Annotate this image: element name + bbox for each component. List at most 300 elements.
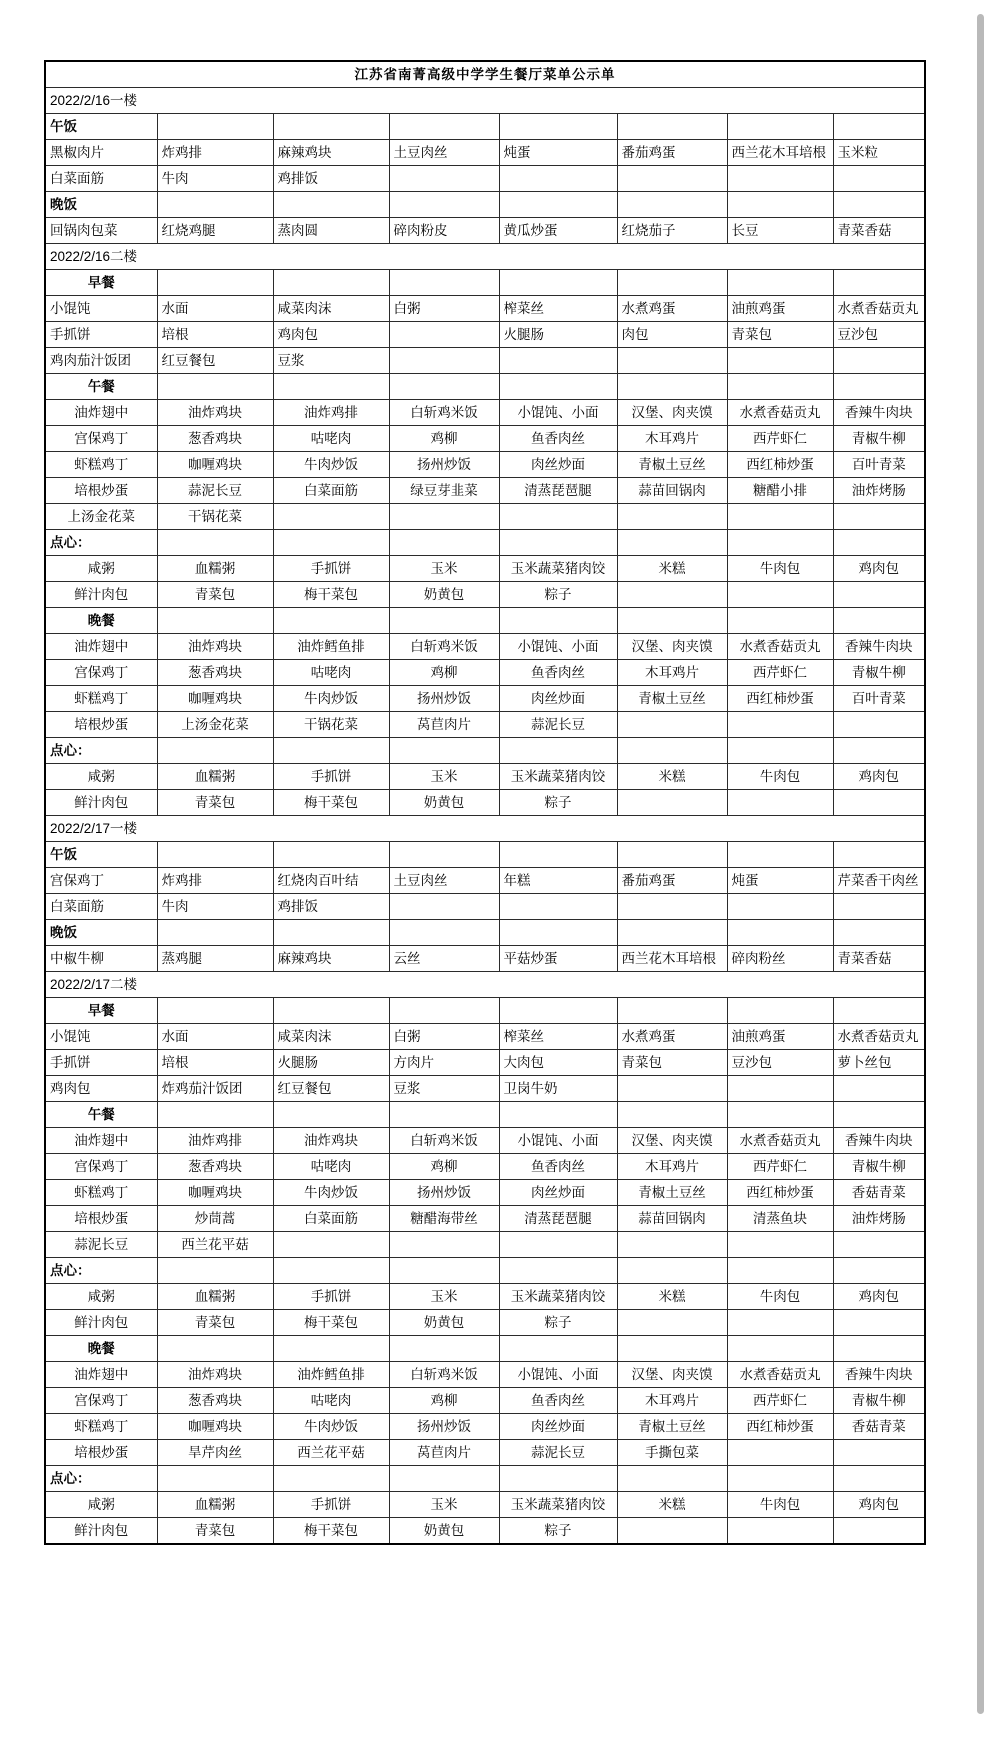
dish-cell-empty — [727, 348, 833, 374]
dish-cell: 小馄饨、小面 — [499, 1128, 617, 1154]
dish-cell: 咕咾肉 — [273, 426, 389, 452]
dish-cell: 萝卜丝包 — [833, 1050, 925, 1076]
dish-cell: 鸡肉包 — [833, 556, 925, 582]
dish-cell-empty — [727, 1076, 833, 1102]
meal-header-filler-cell — [833, 270, 925, 296]
dish-cell: 青椒土豆丝 — [617, 1180, 727, 1206]
dish-cell: 玉米蔬菜猪肉饺 — [499, 764, 617, 790]
dish-cell: 肉丝炒面 — [499, 686, 617, 712]
dish-cell: 水煮香菇贡丸 — [727, 1362, 833, 1388]
meal-header-filler-cell — [157, 1102, 273, 1128]
meal-header-filler-cell — [833, 1258, 925, 1284]
dish-cell: 蒜苗回锅肉 — [617, 478, 727, 504]
dish-cell: 炖蛋 — [499, 140, 617, 166]
dish-cell: 虾糕鸡丁 — [45, 1180, 157, 1206]
meal-header-filler-cell — [499, 738, 617, 764]
dish-cell: 上汤金花菜 — [157, 712, 273, 738]
dish-cell-empty — [389, 504, 499, 530]
dish-cell-empty — [833, 712, 925, 738]
meal-header-filler-cell — [157, 998, 273, 1024]
dish-cell: 青椒牛柳 — [833, 1388, 925, 1414]
meal-header-filler-cell — [389, 842, 499, 868]
dish-cell: 香菇青菜 — [833, 1180, 925, 1206]
dish-row — [45, 1284, 925, 1310]
dish-row — [45, 1492, 925, 1518]
meal-header-filler-cell — [833, 1336, 925, 1362]
dish-cell: 回锅肉包菜 — [45, 218, 157, 244]
meal-header-label: 点心： — [45, 1466, 157, 1492]
meal-header-filler-cell — [617, 998, 727, 1024]
dish-cell: 红烧肉百叶结 — [273, 868, 389, 894]
dish-row — [45, 556, 925, 582]
dish-cell: 炸鸡排 — [157, 140, 273, 166]
dish-cell: 西兰花平菇 — [157, 1232, 273, 1258]
dish-cell-empty — [389, 894, 499, 920]
meal-header-filler-cell — [273, 608, 389, 634]
dish-row — [45, 166, 925, 192]
dish-cell: 手抓饼 — [273, 556, 389, 582]
dish-cell: 咸菜肉沫 — [273, 1024, 389, 1050]
dish-cell: 蒜泥长豆 — [499, 1440, 617, 1466]
meal-header-filler-cell — [273, 270, 389, 296]
dish-cell: 鸡肉包 — [833, 1492, 925, 1518]
meal-header-filler-cell — [157, 738, 273, 764]
dish-cell: 火腿肠 — [273, 1050, 389, 1076]
meal-header-label: 晚餐 — [45, 1336, 157, 1362]
dish-cell: 咕咾肉 — [273, 660, 389, 686]
meal-header-filler-cell — [617, 1102, 727, 1128]
dish-cell-empty — [617, 1076, 727, 1102]
dish-cell-empty — [617, 712, 727, 738]
dish-cell: 玉米 — [389, 1492, 499, 1518]
title-row — [45, 61, 925, 88]
meal-header-filler-cell — [617, 270, 727, 296]
dish-cell: 小馄饨、小面 — [499, 1362, 617, 1388]
dish-cell-empty — [833, 504, 925, 530]
dish-cell: 手抓饼 — [45, 1050, 157, 1076]
meal-header-filler-cell — [833, 1102, 925, 1128]
dish-cell: 虾糕鸡丁 — [45, 1414, 157, 1440]
dish-row — [45, 1076, 925, 1102]
dish-cell: 青椒土豆丝 — [617, 452, 727, 478]
dish-cell: 碎肉粉丝 — [727, 946, 833, 972]
dish-cell: 汉堡、肉夹馍 — [617, 1128, 727, 1154]
dish-cell-empty — [389, 166, 499, 192]
dish-cell: 米糕 — [617, 1492, 727, 1518]
dish-cell: 莴苣肉片 — [389, 1440, 499, 1466]
dish-cell: 肉丝炒面 — [499, 452, 617, 478]
dish-cell: 牛肉 — [157, 166, 273, 192]
dish-cell: 小馄饨、小面 — [499, 400, 617, 426]
meal-header-filler-cell — [727, 738, 833, 764]
dish-cell: 香辣牛肉块 — [833, 1128, 925, 1154]
meal-header-row — [45, 738, 925, 764]
meal-header-label: 早餐 — [45, 270, 157, 296]
dish-cell: 鸡柳 — [389, 660, 499, 686]
meal-header-filler-cell — [273, 1336, 389, 1362]
dish-cell-empty — [617, 1310, 727, 1336]
meal-header-filler-cell — [157, 530, 273, 556]
dish-cell: 油炸鸡块 — [157, 400, 273, 426]
meal-header-filler-cell — [389, 738, 499, 764]
meal-header-filler-cell — [833, 738, 925, 764]
dish-cell-empty — [499, 1232, 617, 1258]
dish-row — [45, 1024, 925, 1050]
dish-cell: 宫保鸡丁 — [45, 426, 157, 452]
dish-cell: 白斩鸡米饭 — [389, 1128, 499, 1154]
meal-header-label: 晚饭 — [45, 192, 157, 218]
dish-cell: 水煮香菇贡丸 — [727, 1128, 833, 1154]
dish-cell-empty — [727, 1518, 833, 1545]
meal-header-filler-cell — [833, 374, 925, 400]
dish-row — [45, 348, 925, 374]
dish-row — [45, 1050, 925, 1076]
meal-header-filler-cell — [617, 374, 727, 400]
dish-cell: 油炸鸡块 — [157, 634, 273, 660]
meal-header-filler-cell — [727, 114, 833, 140]
meal-header-label: 点心： — [45, 738, 157, 764]
dish-cell: 奶黄包 — [389, 1310, 499, 1336]
menu-table — [44, 60, 926, 1545]
meal-header-filler-cell — [727, 608, 833, 634]
dish-cell: 榨菜丝 — [499, 1024, 617, 1050]
dish-cell-empty — [727, 166, 833, 192]
meal-header-filler-cell — [833, 192, 925, 218]
meal-header-filler-cell — [833, 608, 925, 634]
meal-header-filler-cell — [499, 114, 617, 140]
dish-cell: 蒜泥长豆 — [45, 1232, 157, 1258]
dish-cell: 肉丝炒面 — [499, 1414, 617, 1440]
dish-cell-empty — [617, 1518, 727, 1545]
meal-header-filler-cell — [157, 374, 273, 400]
dish-cell: 水面 — [157, 1024, 273, 1050]
dish-cell: 莴苣肉片 — [389, 712, 499, 738]
dish-cell: 咕咾肉 — [273, 1388, 389, 1414]
dish-cell: 粽子 — [499, 790, 617, 816]
dish-cell: 炖蛋 — [727, 868, 833, 894]
dish-cell: 奶黄包 — [389, 1518, 499, 1545]
dish-cell-empty — [273, 504, 389, 530]
meal-header-row — [45, 998, 925, 1024]
date-header-row — [45, 816, 925, 842]
meal-header-row — [45, 1466, 925, 1492]
dish-cell-empty — [617, 790, 727, 816]
dish-cell: 鲜汁肉包 — [45, 790, 157, 816]
dish-cell: 鸡柳 — [389, 426, 499, 452]
dish-cell-empty — [833, 1310, 925, 1336]
dish-cell: 小馄饨 — [45, 296, 157, 322]
dish-cell: 葱香鸡块 — [157, 660, 273, 686]
dish-row — [45, 1414, 925, 1440]
date-header-row — [45, 244, 925, 270]
dish-cell: 鸡肉茄汁饭团 — [45, 348, 157, 374]
meal-header-filler-cell — [157, 192, 273, 218]
dish-cell: 白粥 — [389, 296, 499, 322]
dish-cell: 玉米 — [389, 764, 499, 790]
dish-cell: 梅干菜包 — [273, 1310, 389, 1336]
dish-cell: 汉堡、肉夹馍 — [617, 400, 727, 426]
meal-header-filler-cell — [273, 114, 389, 140]
meal-header-label: 晚餐 — [45, 608, 157, 634]
dish-cell: 鸡柳 — [389, 1154, 499, 1180]
dish-cell: 红烧鸡腿 — [157, 218, 273, 244]
dish-cell: 西芹虾仁 — [727, 426, 833, 452]
dish-cell: 年糕 — [499, 868, 617, 894]
dish-cell: 手抓饼 — [45, 322, 157, 348]
dish-row — [45, 1440, 925, 1466]
meal-header-filler-cell — [833, 530, 925, 556]
dish-cell: 蒜泥长豆 — [499, 712, 617, 738]
dish-cell: 虾糕鸡丁 — [45, 686, 157, 712]
meal-header-filler-cell — [273, 1466, 389, 1492]
dish-cell: 米糕 — [617, 764, 727, 790]
dish-cell: 白菜面筋 — [45, 894, 157, 920]
dish-cell: 汉堡、肉夹馍 — [617, 1362, 727, 1388]
dish-cell: 米糕 — [617, 556, 727, 582]
dish-cell-empty — [617, 166, 727, 192]
meal-header-filler-cell — [499, 1336, 617, 1362]
dish-cell-empty — [499, 504, 617, 530]
meal-header-filler-cell — [617, 1466, 727, 1492]
dish-cell: 黑椒肉片 — [45, 140, 157, 166]
meal-header-filler-cell — [389, 192, 499, 218]
dish-cell: 玉米粒 — [833, 140, 925, 166]
dish-cell: 青椒土豆丝 — [617, 1414, 727, 1440]
dish-cell: 咖喱鸡块 — [157, 686, 273, 712]
meal-header-filler-cell — [389, 114, 499, 140]
dish-cell: 青菜包 — [157, 582, 273, 608]
dish-cell: 青菜包 — [157, 1518, 273, 1545]
dish-cell: 咖喱鸡块 — [157, 452, 273, 478]
meal-header-filler-cell — [617, 192, 727, 218]
dish-cell: 油炸翅中 — [45, 400, 157, 426]
dish-cell: 牛肉包 — [727, 556, 833, 582]
dish-cell: 鲜汁肉包 — [45, 582, 157, 608]
dish-cell-empty — [833, 790, 925, 816]
dish-cell: 平菇炒蛋 — [499, 946, 617, 972]
dish-cell: 宫保鸡丁 — [45, 660, 157, 686]
dish-cell: 牛肉炒饭 — [273, 1414, 389, 1440]
date-header-1: 2022/2/16二楼 — [45, 244, 925, 270]
meal-header-row — [45, 1102, 925, 1128]
dish-cell-empty — [617, 582, 727, 608]
meal-header-filler-cell — [617, 920, 727, 946]
dish-cell-empty — [617, 348, 727, 374]
dish-cell: 西芹虾仁 — [727, 1154, 833, 1180]
meal-header-filler-cell — [389, 1258, 499, 1284]
dish-row — [45, 634, 925, 660]
meal-header-filler-cell — [617, 608, 727, 634]
dish-cell: 青菜香菇 — [833, 218, 925, 244]
dish-cell: 油炸鳕鱼排 — [273, 634, 389, 660]
dish-cell: 卫岗牛奶 — [499, 1076, 617, 1102]
dish-cell-empty — [499, 894, 617, 920]
dish-cell: 水煮香菇贡丸 — [833, 1024, 925, 1050]
dish-cell: 豆浆 — [389, 1076, 499, 1102]
meal-header-filler-cell — [157, 920, 273, 946]
dish-cell: 血糯粥 — [157, 1284, 273, 1310]
dish-cell: 宫保鸡丁 — [45, 868, 157, 894]
dish-cell: 糖醋海带丝 — [389, 1206, 499, 1232]
dish-cell: 碎肉粉皮 — [389, 218, 499, 244]
dish-cell: 炒茼蒿 — [157, 1206, 273, 1232]
dish-cell — [727, 140, 833, 166]
dish-cell: 木耳鸡片 — [617, 426, 727, 452]
dish-cell-overflow-text: 西兰花木耳培根 — [731, 145, 826, 160]
dish-row — [45, 660, 925, 686]
date-header-row — [45, 972, 925, 998]
dish-cell: 油炸鸡块 — [273, 1128, 389, 1154]
meal-header-filler-cell — [273, 998, 389, 1024]
dish-row — [45, 1128, 925, 1154]
meal-header-filler-cell — [617, 1336, 727, 1362]
dish-cell: 麻辣鸡块 — [273, 140, 389, 166]
dish-cell-empty — [833, 894, 925, 920]
meal-header-filler-cell — [499, 842, 617, 868]
dish-cell: 血糯粥 — [157, 764, 273, 790]
meal-header-filler-cell — [273, 374, 389, 400]
dish-cell: 鲜汁肉包 — [45, 1310, 157, 1336]
dish-cell-empty — [727, 790, 833, 816]
meal-header-filler-cell — [499, 192, 617, 218]
meal-header-filler-cell — [389, 374, 499, 400]
meal-header-filler-cell — [833, 998, 925, 1024]
dish-cell: 牛肉包 — [727, 1492, 833, 1518]
meal-header-filler-cell — [727, 842, 833, 868]
dish-cell: 小馄饨、小面 — [499, 634, 617, 660]
dish-cell: 鱼香肉丝 — [499, 1388, 617, 1414]
dish-cell-empty — [727, 894, 833, 920]
dish-row — [45, 894, 925, 920]
meal-header-filler-cell — [389, 920, 499, 946]
dish-cell — [617, 946, 727, 972]
dish-cell: 土豆肉丝 — [389, 140, 499, 166]
dish-cell: 青椒牛柳 — [833, 660, 925, 686]
dish-cell: 油炸鸡块 — [157, 1362, 273, 1388]
dish-cell: 清蒸琵琶腿 — [499, 478, 617, 504]
dish-cell: 扬州炒饭 — [389, 452, 499, 478]
dish-cell: 白斩鸡米饭 — [389, 400, 499, 426]
meal-header-row — [45, 1336, 925, 1362]
dish-cell: 土豆肉丝 — [389, 868, 499, 894]
dish-cell: 香辣牛肉块 — [833, 1362, 925, 1388]
dish-row — [45, 478, 925, 504]
dish-cell: 西芹虾仁 — [727, 1388, 833, 1414]
dish-cell: 咸粥 — [45, 1492, 157, 1518]
dish-cell: 中椒牛柳 — [45, 946, 157, 972]
dish-cell: 西红柿炒蛋 — [727, 452, 833, 478]
meal-header-filler-cell — [389, 998, 499, 1024]
dish-cell: 红豆餐包 — [273, 1076, 389, 1102]
meal-header-row — [45, 374, 925, 400]
dish-cell: 青椒牛柳 — [833, 426, 925, 452]
dish-cell: 红豆餐包 — [157, 348, 273, 374]
meal-header-filler-cell — [157, 270, 273, 296]
dish-cell: 白菜面筋 — [273, 478, 389, 504]
dish-cell: 血糯粥 — [157, 556, 273, 582]
dish-cell: 鸡柳 — [389, 1388, 499, 1414]
dish-cell: 宫保鸡丁 — [45, 1154, 157, 1180]
dish-cell: 水煮香菇贡丸 — [833, 296, 925, 322]
dish-cell: 牛肉炒饭 — [273, 1180, 389, 1206]
dish-row — [45, 712, 925, 738]
dish-cell-empty — [727, 1232, 833, 1258]
dish-cell: 番茄鸡蛋 — [617, 868, 727, 894]
meal-header-filler-cell — [499, 1258, 617, 1284]
dish-cell-empty — [833, 1518, 925, 1545]
dish-cell: 豆沙包 — [833, 322, 925, 348]
dish-cell: 鸡肉包 — [45, 1076, 157, 1102]
dish-cell: 水煮香菇贡丸 — [727, 400, 833, 426]
dish-cell: 肉丝炒面 — [499, 1180, 617, 1206]
meal-header-filler-cell — [389, 608, 499, 634]
dish-cell: 鸡肉包 — [833, 764, 925, 790]
dish-cell: 黄瓜炒蛋 — [499, 218, 617, 244]
dish-cell: 扬州炒饭 — [389, 1180, 499, 1206]
meal-header-filler-cell — [617, 1258, 727, 1284]
dish-cell: 血糯粥 — [157, 1492, 273, 1518]
dish-row — [45, 218, 925, 244]
page-title: 江苏省南菁高级中学学生餐厅菜单公示单 — [45, 61, 925, 88]
dish-cell: 油炸翅中 — [45, 1128, 157, 1154]
meal-header-filler-cell — [833, 1466, 925, 1492]
meal-header-label: 晚饭 — [45, 920, 157, 946]
meal-header-label: 午餐 — [45, 374, 157, 400]
dish-cell: 梅干菜包 — [273, 790, 389, 816]
dish-cell: 水煮鸡蛋 — [617, 1024, 727, 1050]
dish-cell: 汉堡、肉夹馍 — [617, 634, 727, 660]
dish-cell-empty — [617, 1232, 727, 1258]
dish-cell: 牛肉包 — [727, 1284, 833, 1310]
dish-cell: 榨菜丝 — [499, 296, 617, 322]
dish-cell: 油炸鸡排 — [273, 400, 389, 426]
meal-header-filler-cell — [389, 530, 499, 556]
dish-cell-overflow-text: 西兰花木耳培根 — [621, 951, 716, 966]
dish-cell-empty — [833, 1232, 925, 1258]
dish-cell: 玉米蔬菜猪肉饺 — [499, 1492, 617, 1518]
dish-cell: 油炸烤肠 — [833, 478, 925, 504]
meal-header-row — [45, 270, 925, 296]
meal-header-filler-cell — [727, 998, 833, 1024]
dish-cell: 培根炒蛋 — [45, 478, 157, 504]
dish-cell: 手撕包菜 — [617, 1440, 727, 1466]
dish-row — [45, 1206, 925, 1232]
meal-header-filler-cell — [273, 192, 389, 218]
dish-cell: 炸鸡茄汁饭团 — [157, 1076, 273, 1102]
dish-cell: 小馄饨 — [45, 1024, 157, 1050]
dish-cell: 西红柿炒蛋 — [727, 1414, 833, 1440]
meal-header-row — [45, 1258, 925, 1284]
dish-cell: 咸粥 — [45, 764, 157, 790]
dish-cell-empty — [833, 166, 925, 192]
dish-row — [45, 1180, 925, 1206]
meal-header-filler-cell — [833, 920, 925, 946]
dish-cell: 玉米蔬菜猪肉饺 — [499, 1284, 617, 1310]
dish-cell: 豆浆 — [273, 348, 389, 374]
dish-cell: 扬州炒饭 — [389, 686, 499, 712]
meal-header-filler-cell — [157, 842, 273, 868]
meal-header-label: 早餐 — [45, 998, 157, 1024]
meal-header-label: 点心： — [45, 1258, 157, 1284]
dish-cell: 玉米蔬菜猪肉饺 — [499, 556, 617, 582]
dish-cell: 木耳鸡片 — [617, 1388, 727, 1414]
dish-cell: 番茄鸡蛋 — [617, 140, 727, 166]
dish-cell: 绿豆芽韭菜 — [389, 478, 499, 504]
dish-cell: 青菜包 — [727, 322, 833, 348]
dish-cell: 炸鸡排 — [157, 868, 273, 894]
meal-header-label: 点心： — [45, 530, 157, 556]
dish-cell: 粽子 — [499, 1310, 617, 1336]
